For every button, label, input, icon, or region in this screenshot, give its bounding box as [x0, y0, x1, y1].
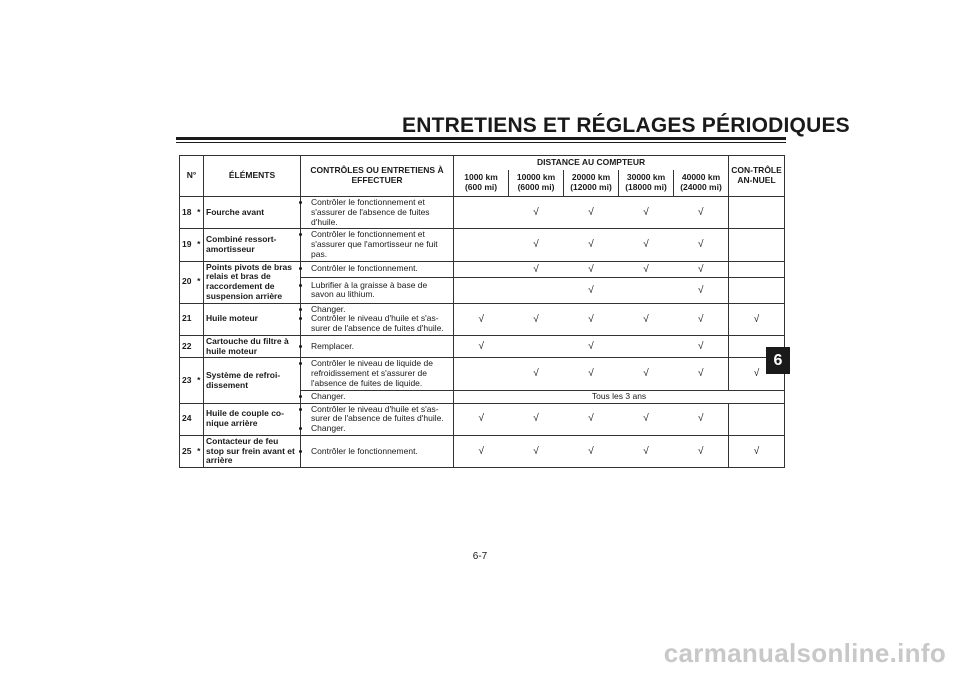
check-mark: √: [478, 313, 485, 325]
check-mark: √: [588, 206, 594, 218]
page-title: ENTRETIENS ET RÉGLAGES PÉRIODIQUES: [402, 114, 850, 137]
check-mark: √: [533, 263, 539, 275]
actions-cell: [301, 278, 454, 304]
actions-list: [303, 305, 451, 334]
check-mark: √: [643, 368, 649, 380]
actions-cell: [301, 403, 454, 435]
action-item: • Remplacer.: [311, 342, 451, 352]
distance-km: 20000 km: [571, 172, 611, 183]
check-cell: [564, 197, 619, 229]
check-cell: [509, 197, 564, 229]
check-mark: √: [643, 445, 649, 457]
star-mark: *: [195, 261, 204, 303]
check-mark: √: [643, 313, 649, 325]
check-cell: [454, 197, 509, 229]
header-annual: CON-TRÔLE AN-NUEL: [729, 156, 785, 197]
check-cell: [674, 278, 729, 304]
star-mark: [195, 303, 204, 335]
item-number: 24: [180, 403, 195, 435]
check-mark: √: [698, 206, 704, 218]
check-mark: √: [478, 340, 485, 352]
item-number: 20: [180, 261, 195, 303]
item-number: 23: [180, 358, 195, 403]
star-mark: *: [195, 435, 204, 467]
check-mark: √: [588, 313, 594, 325]
header-distance-col: [509, 170, 564, 196]
header-elements: ÉLÉMENTS: [204, 156, 301, 197]
check-mark: √: [698, 445, 704, 457]
distance-mi: (6000 mi): [517, 182, 555, 193]
check-mark: √: [643, 413, 649, 425]
check-cell: [564, 358, 619, 390]
check-cell: [674, 358, 729, 390]
check-mark: √: [698, 239, 704, 251]
actions-cell: [301, 261, 454, 277]
actions-cell: [301, 229, 454, 261]
check-cell: [509, 335, 564, 358]
header-distance: DISTANCE AU COMPTEUR: [454, 156, 729, 171]
check-mark: √: [588, 368, 594, 380]
chapter-tab[interactable]: 6: [766, 347, 790, 374]
star-mark: *: [195, 229, 204, 261]
check-mark: √: [478, 445, 485, 457]
check-mark: √: [533, 368, 539, 380]
check-mark: √: [588, 263, 594, 275]
distance-km: 10000 km: [516, 172, 556, 183]
check-cell: [674, 229, 729, 261]
check-cell: [509, 435, 564, 467]
check-cell: [619, 335, 674, 358]
check-cell: [729, 261, 785, 277]
actions-cell: [301, 358, 454, 390]
check-cell: [509, 358, 564, 390]
star-mark: *: [195, 197, 204, 229]
header-distance-col: [619, 170, 674, 196]
action-item: • Changer.: [311, 424, 451, 434]
actions-list: [303, 447, 451, 457]
table-row: [180, 261, 785, 277]
item-number: 25: [180, 435, 195, 467]
actions-list: [303, 198, 451, 227]
check-cell: [674, 303, 729, 335]
check-mark: √: [588, 284, 594, 296]
check-mark: √: [478, 413, 485, 425]
check-cell: [564, 261, 619, 277]
check-cell: [619, 197, 674, 229]
actions-list: [303, 359, 451, 388]
page-number: 6-7: [472, 551, 488, 562]
action-item: • Contrôler le fonctionnement et s'assurer que l'amortisseur ne fuit pas.: [311, 230, 451, 259]
check-cell: [454, 435, 509, 467]
header-num: N°: [180, 156, 204, 197]
element-name: Huile moteur: [204, 303, 301, 335]
check-mark: √: [588, 340, 594, 352]
watermark: carmanualsonline.info: [663, 638, 946, 668]
action-item: • Contrôler le fonctionnement.: [311, 447, 451, 457]
table-row: [180, 435, 785, 467]
check-cell: [509, 229, 564, 261]
element-name: Fourche avant: [204, 197, 301, 229]
header-row: [180, 156, 785, 171]
action-item: • Contrôler le niveau de liquide de refroidissement et s'assurer de l'absence de fuites de liquide.: [311, 359, 451, 388]
check-cell: [454, 335, 509, 358]
star-mark: *: [195, 358, 204, 403]
action-item: • Changer.: [311, 305, 451, 315]
check-cell: [454, 229, 509, 261]
check-cell: [729, 197, 785, 229]
element-name: Cartouche du filtre à huile moteur: [204, 335, 301, 358]
check-mark: √: [643, 206, 649, 218]
distance-km: 40000 km: [681, 172, 721, 183]
check-cell: [619, 435, 674, 467]
check-cell: [509, 261, 564, 277]
actions-list: [303, 392, 451, 402]
check-cell: [729, 278, 785, 304]
check-mark: √: [588, 413, 594, 425]
check-cell: [454, 278, 509, 304]
check-cell: [674, 261, 729, 277]
actions-list: [303, 230, 451, 259]
check-cell: [564, 435, 619, 467]
element-name: Contacteur de feu stop sur frein avant et arrière: [204, 435, 301, 467]
check-mark: √: [698, 313, 704, 325]
check-cell: [509, 278, 564, 304]
table-row: [180, 197, 785, 229]
check-mark: √: [533, 413, 539, 425]
check-cell: [564, 229, 619, 261]
check-cell: [564, 335, 619, 358]
star-mark: [195, 335, 204, 358]
check-mark: √: [753, 445, 760, 457]
check-cell: [564, 278, 619, 304]
check-cell: [564, 403, 619, 435]
check-cell: [619, 303, 674, 335]
element-name: Points pivots de bras relais et bras de raccordement de suspension arrière: [204, 261, 301, 303]
check-cell: [509, 403, 564, 435]
check-cell: [729, 229, 785, 261]
star-mark: [195, 403, 204, 435]
action-item: • Contrôler le niveau d'huile et s'as-surer de l'absence de fuites d'huile.: [311, 405, 451, 425]
check-mark: √: [533, 445, 539, 457]
header-actions: CONTRÔLES OU ENTRETIENS À EFFECTUER: [301, 156, 454, 197]
check-mark: √: [588, 239, 594, 251]
table-row: [180, 335, 785, 358]
action-item: • Contrôler le fonctionnement.: [311, 264, 451, 274]
distance-km: 30000 km: [626, 172, 666, 183]
check-mark: √: [698, 340, 704, 352]
action-item: • Changer.: [311, 392, 451, 402]
check-cell: [454, 403, 509, 435]
header-distance-col: [454, 170, 509, 196]
check-cell: [674, 403, 729, 435]
distance-km: 1000 km: [464, 172, 498, 183]
distance-mi: (600 mi): [464, 182, 498, 193]
check-cell: [729, 403, 785, 435]
check-cell: [619, 403, 674, 435]
check-mark: √: [643, 239, 649, 251]
check-cell: [619, 261, 674, 277]
check-mark: √: [698, 368, 704, 380]
distance-mi: (12000 mi): [570, 182, 612, 193]
check-cell: [619, 229, 674, 261]
actions-cell: [301, 335, 454, 358]
action-item: • Lubrifier à la graisse à base de savon au lithium.: [311, 281, 451, 301]
table-row: [180, 229, 785, 261]
check-cell: [454, 261, 509, 277]
check-cell: [729, 435, 785, 467]
element-name: Système de refroi-dissement: [204, 358, 301, 403]
element-name: Huile de couple co-nique arrière: [204, 403, 301, 435]
item-number: 19: [180, 229, 195, 261]
distance-mi: (24000 mi): [680, 182, 722, 193]
check-cell: [454, 303, 509, 335]
check-cell: [619, 278, 674, 304]
check-cell: [619, 358, 674, 390]
check-mark: √: [698, 284, 704, 296]
check-cell: [729, 303, 785, 335]
maintenance-table: [179, 155, 785, 468]
table-row: [180, 403, 785, 435]
distance-mi: (18000 mi): [625, 182, 667, 193]
actions-list: [303, 264, 451, 274]
action-item: • Contrôler le fonctionnement et s'assurer de l'absence de fuites d'huile.: [311, 198, 451, 227]
check-cell: [564, 303, 619, 335]
item-number: 21: [180, 303, 195, 335]
check-mark: √: [698, 263, 704, 275]
actions-list: [303, 405, 451, 434]
check-cell: [674, 197, 729, 229]
check-cell: [674, 435, 729, 467]
check-mark: √: [698, 413, 704, 425]
table-row: [180, 303, 785, 335]
action-item: • Contrôler le niveau d'huile et s'as-surer de l'absence de fuites d'huile.: [311, 314, 451, 334]
table-row: [180, 358, 785, 390]
actions-list: [303, 342, 451, 352]
element-name: Combiné ressort-amortisseur: [204, 229, 301, 261]
check-mark: √: [533, 239, 539, 251]
check-mark: √: [753, 368, 760, 380]
check-mark: √: [753, 313, 760, 325]
actions-cell: [301, 435, 454, 467]
title-rule-thick: [176, 137, 786, 140]
check-cell: [509, 303, 564, 335]
header-distance-col: [564, 170, 619, 196]
check-mark: √: [643, 263, 649, 275]
actions-list: [303, 281, 451, 301]
check-mark: √: [533, 206, 539, 218]
header-distance-col: [674, 170, 729, 196]
check-cell: [674, 335, 729, 358]
title-rule-thin: [176, 142, 786, 143]
actions-cell: [301, 390, 454, 403]
actions-cell: [301, 303, 454, 335]
check-cell: [454, 358, 509, 390]
item-number: 22: [180, 335, 195, 358]
check-mark: √: [588, 445, 594, 457]
actions-cell: [301, 197, 454, 229]
item-number: 18: [180, 197, 195, 229]
interval-text: Tous les 3 ans: [454, 390, 785, 403]
check-mark: √: [533, 313, 539, 325]
